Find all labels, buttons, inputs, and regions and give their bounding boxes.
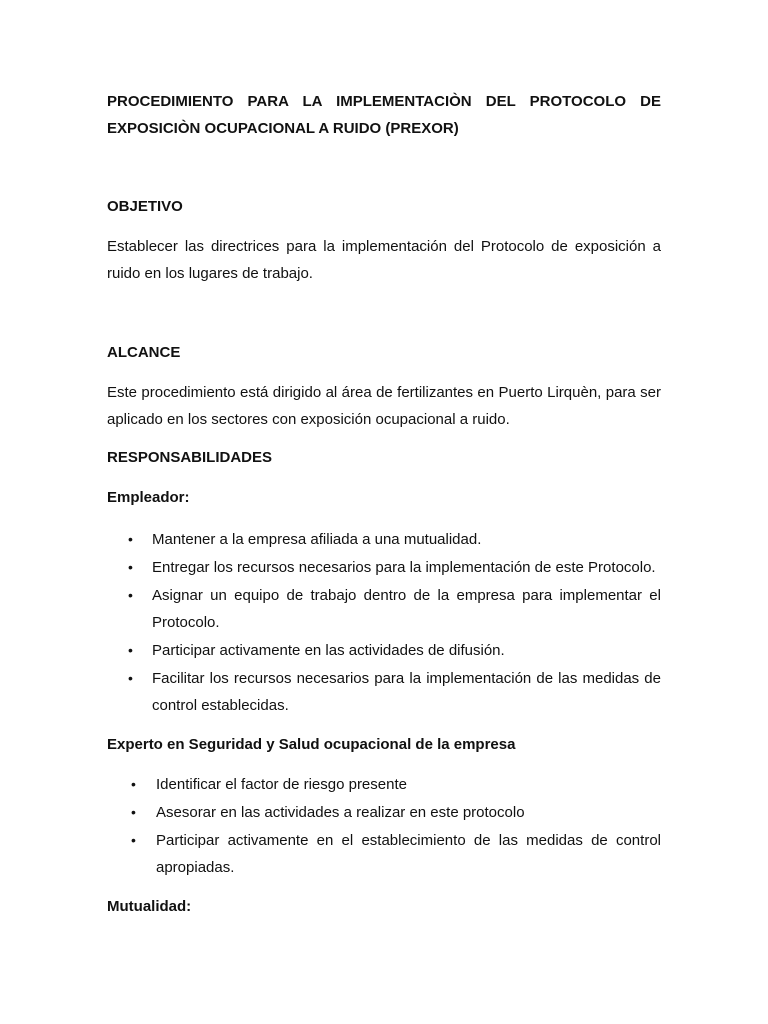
list-item [107,799,661,826]
bullet-icon: • [128,531,133,547]
list-item [107,665,661,719]
list-item-text: Identificar el factor de riesgo presente [156,776,407,793]
document-title: PROCEDIMIENTO PARA LA IMPLEMENTACIÒN DEL PROTOCOLO DE EXPOSICIÒN OCUPACIONAL A RUIDO (PREXOR) [107,93,661,137]
list-item [107,554,661,581]
experto-list [107,771,661,881]
bullet-icon: • [128,642,133,658]
empleador-list-container [107,526,661,720]
list-item [107,637,661,664]
mutualidad-heading: Mutualidad: [107,898,192,915]
experto-heading: Experto en Seguridad y Salud ocupacional de la empresa [107,736,516,753]
experto-list-container [107,771,661,882]
bullet-icon: • [128,670,133,686]
objetivo-text: Establecer las directrices para la implementación del Protocolo de exposición a ruido en los lugares de trabajo. [107,238,661,282]
list-item-text: Entregar los recursos necesarios para la implementación de este Protocolo. [152,559,656,576]
empleador-heading: Empleador: [107,489,190,506]
responsabilidades-heading: RESPONSABILIDADES [107,449,273,466]
list-item-text: Mantener a la empresa afiliada a una mutualidad. [152,531,482,548]
list-item-text: Facilitar los recursos necesarios para la implementación de las medidas de control establecidas. [152,670,661,714]
alcance-heading: ALCANCE [107,344,181,361]
list-item [107,827,661,881]
list-item-text: Asignar un equipo de trabajo dentro de la empresa para implementar el Protocolo. [152,587,661,631]
bullet-icon: • [131,804,136,820]
alcance-text: Este procedimiento está dirigido al área de fertilizantes en Puerto Lirquèn, para ser aplicado en los sectores con exposición ocupacional a ruido. [107,384,661,428]
objetivo-heading: OBJETIVO [107,198,183,215]
list-item [107,771,661,798]
empleador-list [107,526,661,719]
list-item-text: Asesorar en las actividades a realizar en este protocolo [156,804,525,821]
list-item-text: Participar activamente en el establecimiento de las medidas de control apropiadas. [156,832,661,876]
list-item-text: Participar activamente en las actividades de difusión. [152,642,505,659]
bullet-icon: • [131,832,136,848]
list-item [107,582,661,636]
list-item [107,526,661,553]
bullet-icon: • [128,559,133,575]
bullet-icon: • [131,776,136,792]
bullet-icon: • [128,587,133,603]
